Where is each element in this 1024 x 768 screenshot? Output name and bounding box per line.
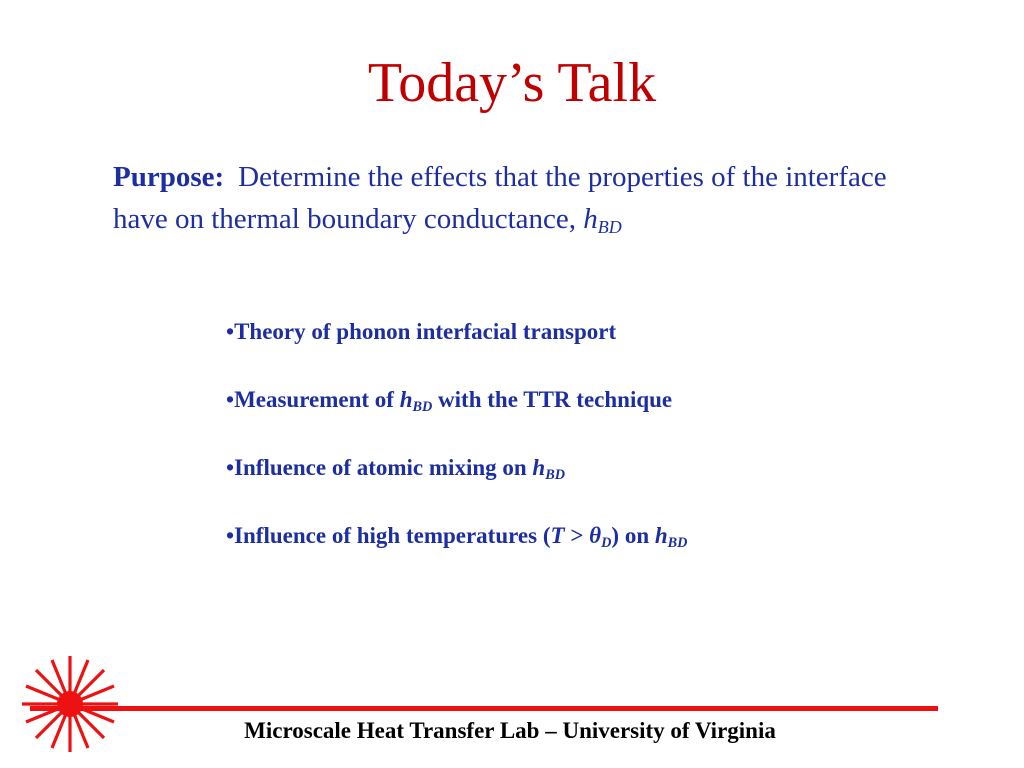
bullet-marker: •	[226, 319, 235, 344]
bullet-text-pre: Influence of atomic mixing on	[234, 455, 533, 480]
bullet-item-atomic-mixing	[226, 450, 946, 518]
h-letter: h	[583, 203, 598, 235]
bullet-text-pre: Influence of high temperatures (	[234, 523, 551, 548]
bullet-text-post: with the TTR technique	[432, 387, 673, 412]
purpose-hbd-symbol	[583, 203, 622, 238]
theta-symbol: θ	[589, 523, 602, 548]
bullet-marker: •	[226, 455, 235, 480]
bullet-item-high-temperature	[226, 518, 946, 586]
d-subscript: D	[601, 534, 612, 551]
bullet-list	[226, 314, 946, 586]
bd-subscript: BD	[412, 398, 433, 415]
greater-than-operator: >	[564, 523, 590, 548]
footer-divider	[30, 706, 938, 711]
bullet-marker: •	[226, 387, 235, 412]
bullet-item-measurement	[226, 382, 946, 450]
red-starburst-icon	[18, 652, 122, 756]
footer-lab-name: Microscale Heat Transfer Lab – University of Virginia	[244, 718, 776, 743]
purpose-text: Determine the effects that the properties of the interface have on thermal boundary conductance,	[113, 161, 887, 235]
bd-subscript: BD	[545, 466, 566, 483]
slide-title: Today’s Talk	[367, 52, 657, 114]
bullet-text-pre: Measurement of	[234, 387, 400, 412]
bd-subscript: BD	[597, 217, 622, 238]
bullet-item-theory	[226, 314, 946, 382]
h-letter: h	[654, 523, 668, 548]
t-variable: T	[550, 523, 565, 548]
purpose-statement	[113, 156, 913, 240]
bullet-marker: •	[226, 523, 235, 548]
purpose-label: Purpose:	[113, 161, 225, 193]
h-letter: h	[399, 387, 413, 412]
bullet-text-mid: ) on	[611, 523, 655, 548]
bullet-text: Theory of phonon interfacial transport	[234, 319, 617, 344]
h-letter: h	[532, 455, 546, 480]
bd-subscript: BD	[667, 534, 688, 551]
